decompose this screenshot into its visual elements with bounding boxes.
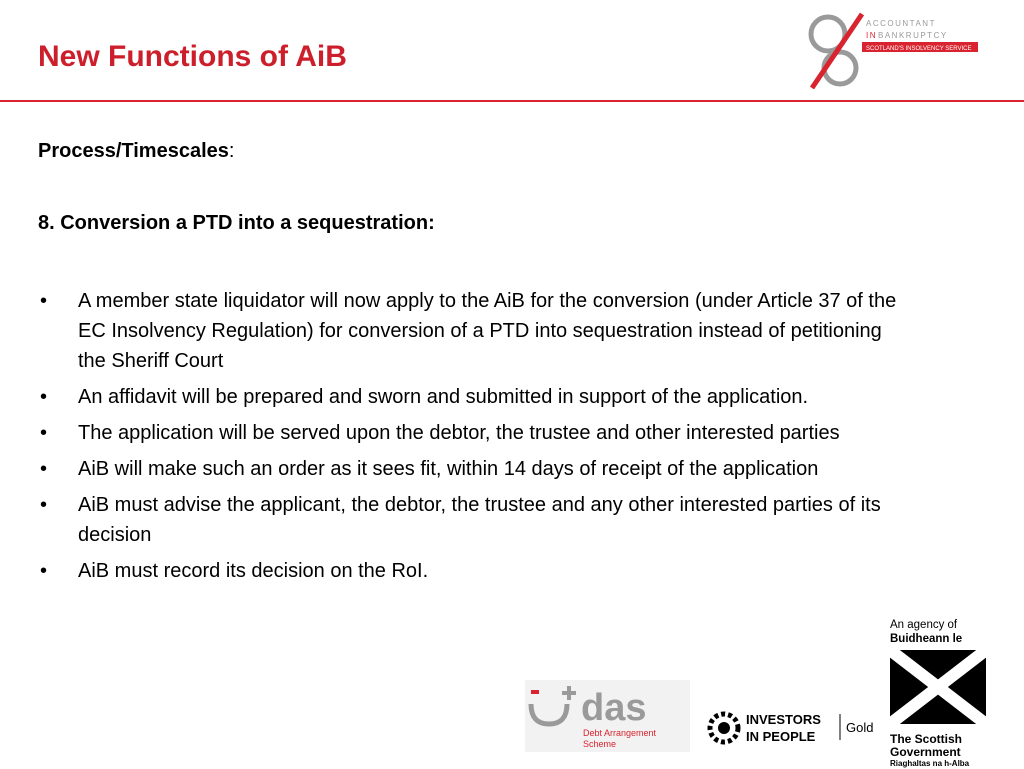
iip-center-icon [718,722,730,734]
subheading-text: Process/Timescales [38,140,229,162]
section-subheading [38,140,234,163]
gov-line3: Riaghaltas na h-Alba [890,759,970,768]
bullet-icon: • [40,458,48,480]
list-item [38,556,898,586]
das-logo [525,680,690,752]
das-logo-caption2: Scheme [583,739,617,749]
bullet-icon: • [40,494,48,516]
iip-line2: IN PEOPLE [746,729,816,744]
gov-line2: Government [890,745,961,759]
aib-logo-line2-in: IN [866,31,877,40]
bullet-icon: • [40,422,48,444]
list-item-text: AiB will make such an order as it sees fit, within 14 days of receipt of the application [78,458,819,480]
saltire-flag-icon [890,650,986,724]
iip-line1: INVESTORS [746,712,821,727]
list-item-text: An affidavit will be prepared and sworn and submitted in support of the application. [78,386,809,408]
bullet-list [38,286,898,592]
iip-level: Gold [846,720,874,735]
aib-logo-lower-ring [824,52,856,84]
agency-line1: An agency of [890,619,958,631]
das-logo-plus-h [562,691,576,695]
list-item [38,454,898,484]
investors-in-people-logo [706,706,886,750]
list-item-text: AiB must record its decision on the RoI. [78,560,429,582]
agency-line2: Buidheann le [890,633,963,645]
aib-logo-line3: SCOTLAND'S INSOLVENCY SERVICE [866,46,972,52]
bullet-icon: • [40,386,48,408]
list-item [38,490,898,550]
das-logo-minus [531,690,539,694]
step-heading: 8. Conversion a PTD into a sequestration: [38,212,435,234]
list-item-text: The application will be served upon the debtor, the trustee and other interested parties [78,422,840,444]
list-item [38,286,898,376]
list-item [38,418,898,448]
bullet-icon: • [40,290,48,312]
gov-line1: The Scottish [890,732,963,746]
aib-logo [800,8,980,96]
page-title: New Functions of AiB [38,40,347,73]
bullet-icon: • [40,560,48,582]
scottish-government-logo [890,618,990,768]
header-divider [0,100,1024,102]
das-logo-mark: das [581,687,647,729]
das-logo-caption1: Debt Arrangement [583,728,657,738]
aib-logo-line2-rest: BANKRUPTCY [878,31,948,40]
aib-logo-line1: ACCOUNTANT [866,19,936,28]
list-item [38,382,898,412]
list-item-text: A member state liquidator will now apply to the AiB for the conversion (under Article 37 of the EC Insolvency Regulation) for conversion of a PTD into sequestration instead of petitioning the Sheriff Court [78,290,897,372]
list-item-text: AiB must advise the applicant, the debtor, the trustee and any other interested parties of its decision [78,494,881,546]
subheading-colon: : [228,140,235,162]
